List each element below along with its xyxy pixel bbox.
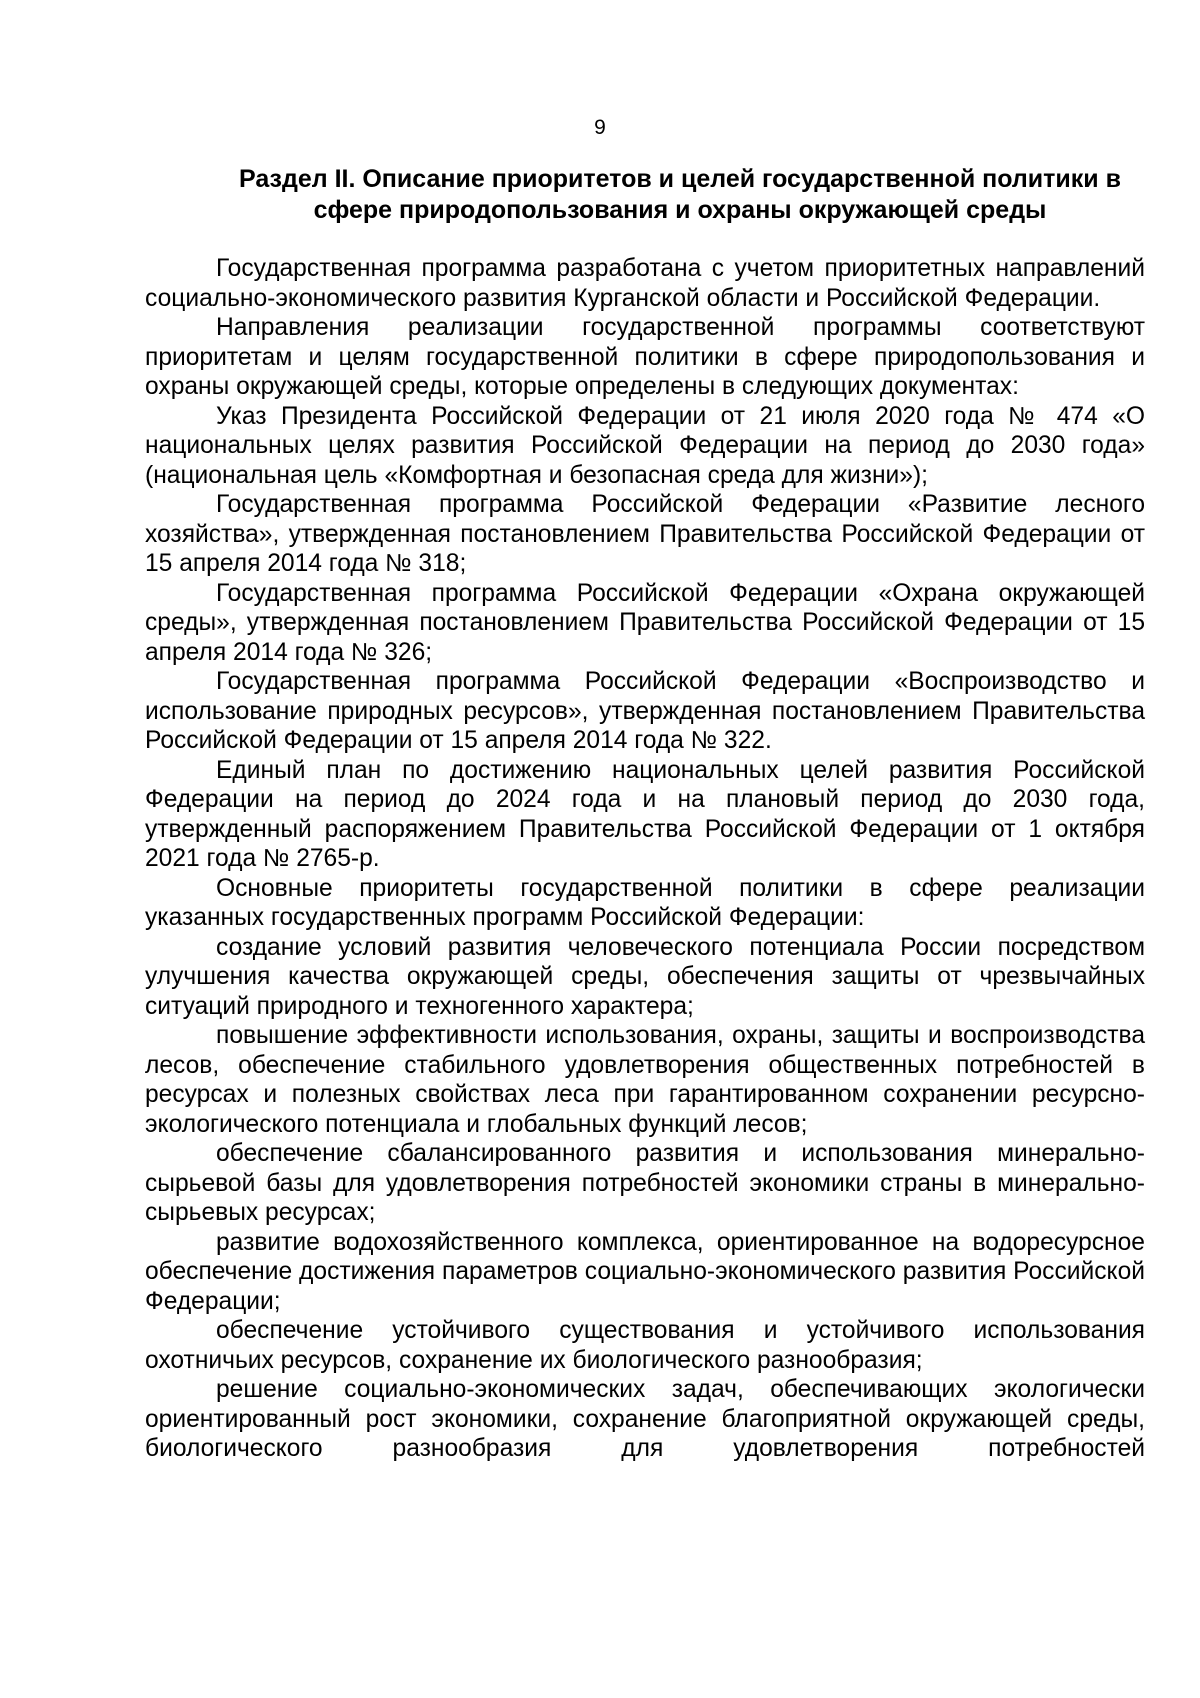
paragraph-directions: Направления реализации государственной программы соответствуют приоритетам и целям государственной политики в сфере природопользования и охраны окружающей среды, которые определены в следующих документах: <box>145 314 1145 400</box>
paragraph-natural-resources-program: Государственная программа Российской Федерации «Воспроизводство и использование природных ресурсов», утвержденная постановлением Правительства Российской Федерации от 15 апреля 2014 года № 322. <box>145 668 1145 754</box>
paragraph-priority-hunting-resources: обеспечение устойчивого существования и устойчивого использования охотничьих ресурсов, сохранение их биологического разнообразия; <box>145 1317 1145 1374</box>
paragraph-environment-program: Государственная программа Российской Федерации «Охрана окружающей среды», утвержденная постановлением Правительства Российской Федерации от 15 апреля 2014 года № 326; <box>145 579 1145 666</box>
paragraph-presidential-decree: Указ Президента Российской Федерации от 21 июля 2020 года № 474 «О национальных целях развития Российской Федерации на период до 2030 года» (национальная цель «Комфортная и безопасная среда для жизни»); <box>145 402 1145 489</box>
paragraph-program-basis: Государственная программа разработана с учетом приоритетных направлений социально-экономического развития Курганской области и Российской Федерации. <box>145 255 1145 312</box>
paragraph-unified-plan: Единый план по достижению национальных целей развития Российской Федерации на период до 2024 года и на плановый период до 2030 года, утвержденный распоряжением Правительства Российской Федерации от 1 октября 2021 года № 2765-р. <box>145 756 1145 872</box>
section-heading-line-1: Раздел II. Описание приоритетов и целей государственной политики в <box>239 165 1121 193</box>
paragraph-priority-mineral-base: обеспечение сбалансированного развития и использования минерально-сырьевой базы для удовлетворения потребностей экономики страны в минерально-сырьевых ресурсах; <box>145 1140 1145 1226</box>
section-heading <box>200 164 1160 226</box>
paragraph-priority-socio-economic: решение социально-экономических задач, обеспечивающих экологически ориентированный рост экономики, сохранение благоприятной окружающей среды, биологического разнообразия для удовлетворения потребностей <box>145 1376 1145 1462</box>
paragraph-priority-human-potential: создание условий развития человеческого потенциала России посредством улучшения качества окружающей среды, обеспечения защиты от чрезвычайных ситуаций природного и техногенного характера; <box>145 933 1145 1020</box>
paragraph-main-priorities: Основные приоритеты государственной политики в сфере реализации указанных государственных программ Российской Федерации: <box>145 874 1145 931</box>
document-body <box>145 254 1145 1464</box>
paragraph-priority-water-complex: развитие водохозяйственного комплекса, ориентированное на водоресурсное обеспечение достижения параметров социально-экономического развития Российской Федерации; <box>145 1228 1145 1315</box>
section-heading-line-2: сфере природопользования и охраны окружающей среды <box>313 196 1047 224</box>
paragraph-priority-forests: повышение эффективности использования, охраны, защиты и воспроизводства лесов, обеспечение стабильного удовлетворения общественных потребностей в ресурсах и полезных свойствах леса при гарантированном сохранении ресурсно-экологического потенциала и глобальных функций лесов; <box>145 1022 1145 1138</box>
page-number: 9 <box>594 116 606 139</box>
paragraph-forestry-program: Государственная программа Российской Федерации «Развитие лесного хозяйства», утвержденная постановлением Правительства Российской Федерации от 15 апреля 2014 года № 318; <box>145 491 1145 577</box>
